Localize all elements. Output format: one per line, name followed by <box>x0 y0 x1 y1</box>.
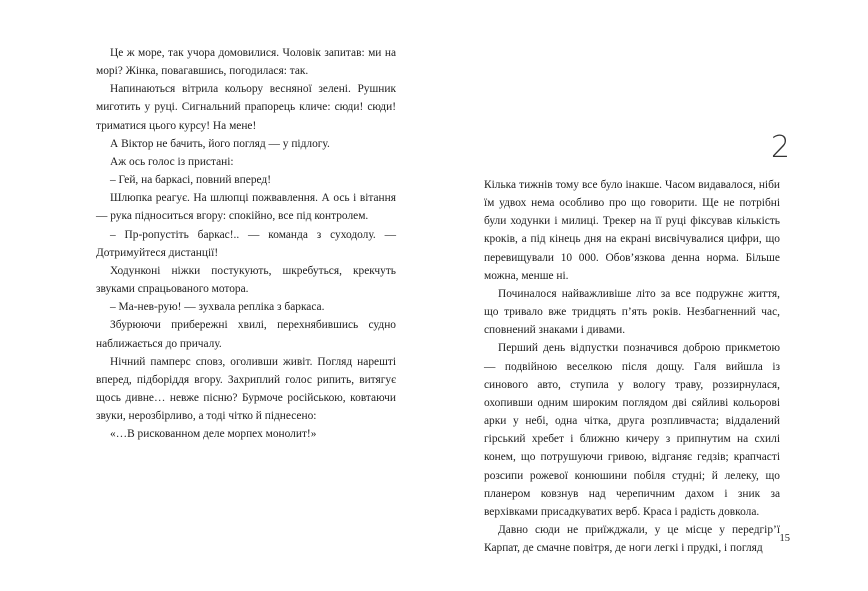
quote-line: «…В рискованном деле морпех монолит!» <box>110 428 317 441</box>
paragraph: Ходунконі ніжки постукують, шкребуться, крекчуть звуками спрацьованого мотора. <box>96 264 396 296</box>
paragraph: Це ж море, так учора домовилися. Чоловік запитав: ми на морі? Жінка, повагавшись, погодилася: так. <box>96 47 396 78</box>
paragraph: Кілька тижнів тому все було інакше. Часом видавалося, ніби їм удвох нема особливо про що говорити. Ще не потрібні були ходунки і милиці. Трекер на її руці фіксував кількість кроків, а під кінець дня на екрані висвічувалися цифри, що перевищували 10 000. Обов’язкова денна норма. Більше можна, менше ні. <box>484 179 780 282</box>
paragraph: Аж ось голос із пристані: <box>110 155 234 168</box>
dialogue-line: – Пр-ропустіть баркас!.. — команда з суходолу. — Дотримуйтеся дистанції! <box>96 228 396 259</box>
dialogue-line: – Гей, на баркасі, повний вперед! <box>110 174 272 187</box>
chapter-number: 2 <box>770 130 790 165</box>
page-number: 15 <box>779 533 790 544</box>
right-page-text <box>484 176 780 557</box>
paragraph: Збурюючи прибережні хвилі, перехнябившись судно наближається до причалу. <box>96 319 396 350</box>
right-page <box>434 0 868 591</box>
paragraph: Напинаються вітрила кольору весняної зелені. Рушник миготить у руці. Сигнальний прапорець кличе: сюди! сюди! триматися цього курсу! На мене! <box>96 83 396 132</box>
paragraph: Нічний памперс сповз, оголивши живіт. Погляд нарешті вперед, підборіддя вгору. Захриплий голос рипить, витягує щось дивне… невже пісню? Бурмоче російською, ковтаючи звуки, нерозбірливо, а тоді чітко й піднесено: <box>96 355 396 423</box>
paragraph: Шлюпка реагує. На шлюпці пожвавлення. А ось і вітання — рука підноситься вгору: спокійно, все під контролем. <box>96 192 396 223</box>
paragraph: Перший день відпустки позначився доброю прикметою — подвійною веселкою після дощу. Галя вийшла із синового авто, ступила у вологу траву, роззирнулася, охопивши одним широким поглядом дві сяйливі кольорові арки у небі, одна чітка, друга розпливчаста; віддалений гірський хребет і ближню кичеру з припнутим на схилі конем, що потрушуючи гривою, відганяє гедзів; крапчасті розсипи рожевої конюшини побіля студні; й лелеку, що планером ковзнув над черепичним дахом і зник за верхівками присадкуватих верб. Краса і радість довкола. <box>484 342 780 518</box>
paragraph: Давно сюди не приїжджали, у це місце у передгір’ї Карпат, де смачне повітря, де ноги легкі і прудкі, і погляд <box>484 523 780 555</box>
left-page-text <box>96 44 396 443</box>
dialogue-line: – Ма-нев-рую! — зухвала репліка з баркаса. <box>110 301 325 314</box>
paragraph: А Віктор не бачить, його погляд — у підлогу. <box>110 137 330 150</box>
paragraph: Починалося найважливіше літо за все подружнє життя, що тривало вже тридцять п’ять років. Незбагненний час, сповнений знаками і дивами. <box>484 287 780 337</box>
